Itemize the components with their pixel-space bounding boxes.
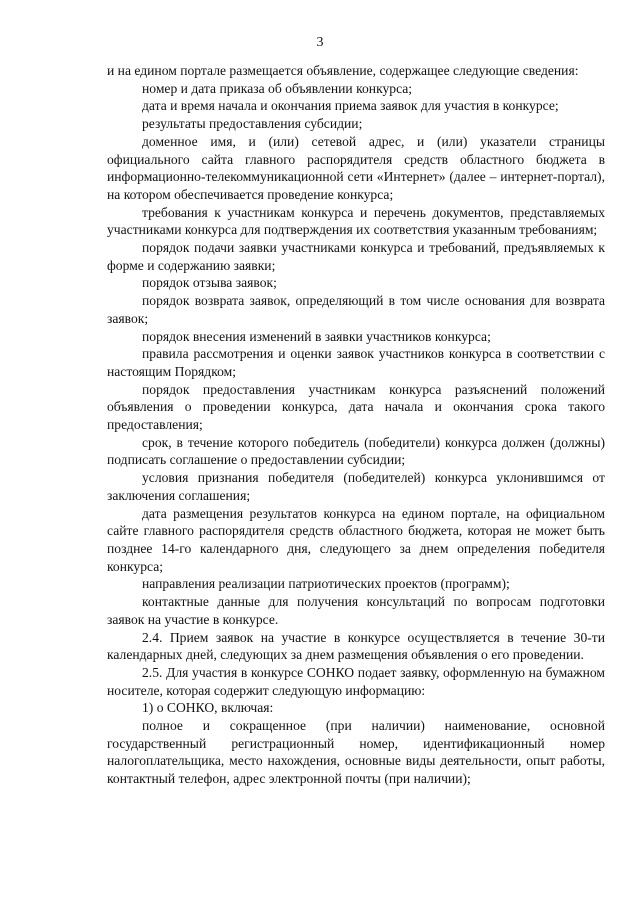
page-number: 3 <box>316 35 324 50</box>
document-body <box>107 62 605 788</box>
paragraph: 2.4. Прием заявок на участие в конкурсе осуществляется в течение 30-ти календарных дней, следующих за днем размещения объявления о его проведении. <box>107 629 605 663</box>
paragraph: порядок подачи заявки участниками конкурса и требований, предъявляемых к форме и содержанию заявки; <box>107 240 605 273</box>
paragraph: условия признания победителя (победителей) конкурса уклонившимся от заключения соглашения; <box>107 470 605 503</box>
paragraph: дата размещения результатов конкурса на едином портале, на официальном сайте главного распорядителя средств областного бюджета, которая не может быть позднее 14-го календарного дня, следующего за днем определения победителя конкурса; <box>107 505 605 574</box>
paragraph: контактные данные для получения консультаций по вопросам подготовки заявок на участие в конкурсе. <box>107 594 605 627</box>
paragraph: доменное имя, и (или) сетевой адрес, и (или) указатели страницы официального сайта главного распорядителя средств областного бюджета в информационно-телекоммуникационной сети «Интернет» (далее – интернет-портал), на котором обеспечивается проведение конкурса; <box>107 133 605 202</box>
paragraph: порядок отзыва заявок; <box>142 275 277 291</box>
paragraph: и на едином портале размещается объявление, содержащее следующие сведения: <box>107 63 579 78</box>
paragraph: дата и время начала и окончания приема заявок для участия в конкурсе; <box>142 98 559 114</box>
paragraph: срок, в течение которого победитель (победители) конкурса должен (должны) подписать соглашение о предоставлении субсидии; <box>107 434 605 468</box>
paragraph: порядок внесения изменений в заявки участников конкурса; <box>142 328 491 344</box>
paragraph: полное и сокращенное (при наличии) наименование, основной государственный регистрационный номер, идентификационный номер налогоплательщика, место нахождения, основные виды деятельности, опыт работы, контактный телефон, адрес электронной почты (при наличии); <box>107 718 605 787</box>
paragraph: правила рассмотрения и оценки заявок участников конкурса в соответствии с настоящим Порядком; <box>107 346 605 379</box>
paragraph: порядок предоставления участникам конкурса разъяснений положений объявления о проведении конкурса, дата начала и окончания срока такого предоставления; <box>107 381 605 433</box>
paragraph: номер и дата приказа об объявлении конкурса; <box>142 80 413 96</box>
paragraph: требования к участникам конкурса и перечень документов, представляемых участниками конкурса для подтверждения их соответствия указанным требованиям; <box>107 204 605 238</box>
paragraph: 1) о СОНКО, включая: <box>142 700 274 716</box>
paragraph: 2.5. Для участия в конкурсе СОНКО подает заявку, оформленную на бумажном носителе, которая содержит следующую информацию: <box>107 664 605 698</box>
paragraph: порядок возврата заявок, определяющий в том числе основания для возврата заявок; <box>107 293 605 326</box>
paragraph: направления реализации патриотических проектов (программ); <box>142 576 510 592</box>
paragraph: результаты предоставления субсидии; <box>142 116 363 132</box>
